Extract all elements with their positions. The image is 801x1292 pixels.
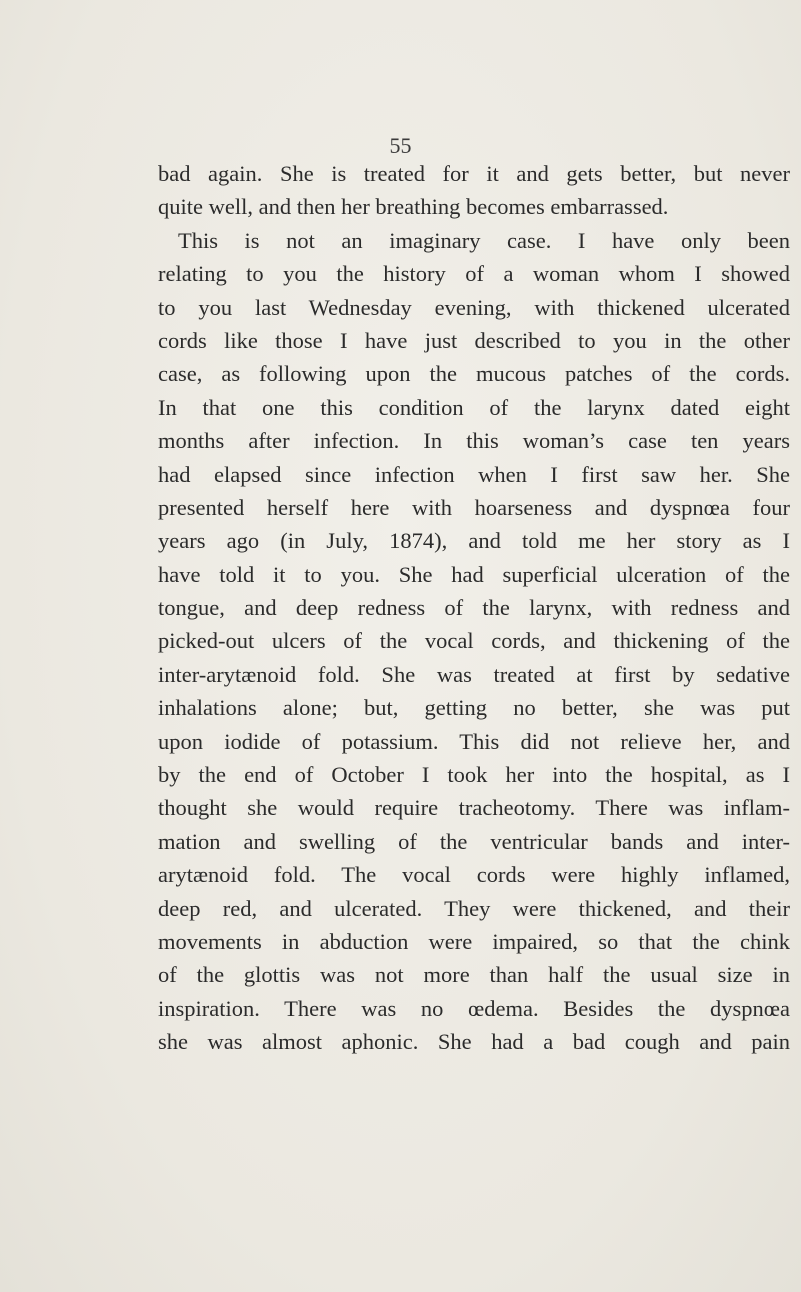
text-line: case, as following upon the mucous patches of the cords.	[158, 361, 790, 387]
text-line: thought she would require tracheotomy. There was inflam-	[158, 795, 790, 821]
text-line: she was almost aphonic. She had a bad cough and pain	[158, 1029, 790, 1055]
text-line: had elapsed since infection when I first saw her. She	[158, 461, 790, 487]
body-text	[158, 157, 790, 1059]
text-line: tongue, and deep redness of the larynx, with redness and	[158, 595, 790, 621]
text-line: years ago (in July, 1874), and told me her story as I	[158, 528, 790, 554]
text-line: to you last Wednesday evening, with thickened ulcerated	[158, 294, 790, 320]
text-line: of the glottis was not more than half the usual size in	[158, 962, 790, 988]
page-number: 55	[389, 133, 412, 158]
text-line: inspiration. There was no œdema. Besides the dyspnœa	[158, 995, 790, 1021]
text-line: upon iodide of potassium. This did not relieve her, and	[158, 728, 790, 754]
text-line: cords like those I have just described to you in the other	[158, 327, 790, 353]
text-line: arytænoid fold. The vocal cords were highly inflamed,	[158, 862, 790, 888]
text-line: movements in abduction were impaired, so that the chink	[158, 928, 790, 954]
text-line: inhalations alone; but, getting no better, she was put	[158, 695, 790, 721]
text-line: picked-out ulcers of the vocal cords, and thickening of the	[158, 628, 790, 654]
text-line: This is not an imaginary case. I have only been	[178, 227, 790, 253]
text-line: by the end of October I took her into the hospital, as I	[158, 762, 790, 788]
text-line: have told it to you. She had superficial ulceration of the	[158, 561, 790, 587]
text-line: months after infection. In this woman’s case ten years	[158, 428, 790, 454]
text-line: bad again. She is treated for it and gets better, but never	[158, 161, 790, 186]
text-line: quite well, and then her breathing becomes embarrassed.	[158, 194, 669, 220]
text-line: relating to you the history of a woman whom I showed	[158, 261, 790, 287]
text-line: presented herself here with hoarseness and dyspnœa four	[158, 494, 790, 520]
text-line: deep red, and ulcerated. They were thickened, and their	[158, 895, 790, 921]
text-line: In that one this condition of the larynx dated eight	[158, 394, 790, 420]
text-line: mation and swelling of the ventricular bands and inter-	[158, 828, 790, 854]
text-line: inter-arytænoid fold. She was treated at first by sedative	[158, 661, 790, 687]
